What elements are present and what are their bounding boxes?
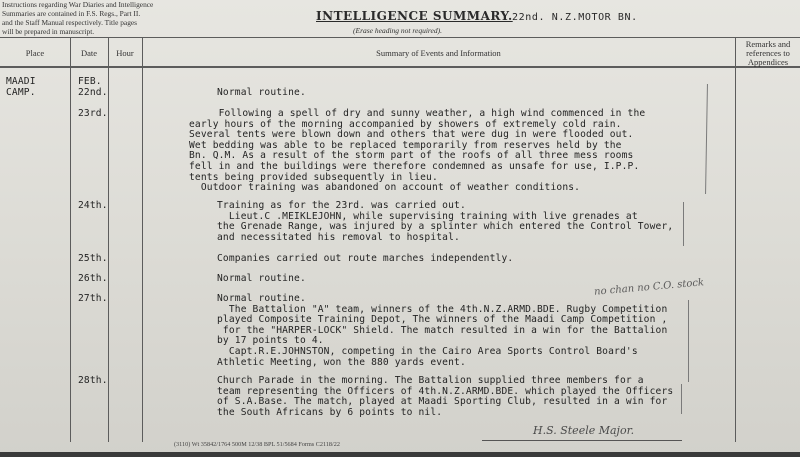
- entry-text: Normal routine. The Battalion "A" team, winners of the 4th.N.Z.ARMD.BDE. Rugby Competition played Composite Training Depot, The winners of the Maadi Camp Competition , for the "HARPER-LOCK" Shield. The match resulted in a win for the Battalion by 17 points to 4. Capt.R.E.JOHNSTON, competing in the Cairo Area Sports Control Board's Athletic Meeting, won the 880 yards event.: [217, 293, 668, 368]
- pencil-margin-line: [681, 384, 682, 414]
- entry-text: Normal routine.: [217, 273, 306, 284]
- page-edge: [0, 452, 800, 457]
- entry-date: 27th.: [78, 293, 108, 304]
- column-header-hour: Hour: [116, 48, 134, 58]
- header-top-rule: [0, 37, 800, 38]
- entry-text: Companies carried out route marches independently.: [217, 253, 514, 264]
- signature-line: [482, 440, 682, 441]
- col-rule-hour: [142, 37, 143, 442]
- entry-date: 28th.: [78, 375, 108, 386]
- form-footer: (3110) Wt 35842/1764 500M 12/38 BPL 51/5684 Forms C2118/22: [174, 441, 340, 448]
- col-rule-summary: [735, 37, 736, 442]
- column-header-remarks: Remarks and references to Appendices: [745, 39, 791, 67]
- entry-date: 26th.: [78, 273, 108, 284]
- instruction-line: and the Staff Manual respectively. Title pages: [2, 18, 138, 27]
- instruction-line: will be prepared in manuscript.: [2, 27, 95, 36]
- instruction-line: Summaries are contained in F.S. Regs., Part II.: [2, 9, 141, 18]
- entry-text: Normal routine.: [217, 87, 306, 98]
- pencil-margin-line: [688, 300, 689, 382]
- officer-signature: H.S. Steele Major.: [533, 424, 635, 437]
- header-bottom-rule: [0, 66, 800, 68]
- col-rule-place: [70, 37, 71, 442]
- entry-date: 23rd.: [78, 108, 108, 119]
- instruction-line: Instructions regarding War Diaries and Intelligence: [2, 0, 154, 9]
- column-header-date: Date: [80, 48, 98, 58]
- form-instructions: [2, 0, 237, 36]
- entry-text: Church Parade in the morning. The Battalion supplied three members for a team representing the Officers of 4th.N.Z.ARMD.BDE. which played the Officers of S.A.Base. The match, played at Maadi Sporting Club, resulted in a win for the South Africans by 6 points to nil.: [217, 375, 674, 418]
- place-line: MAADI: [6, 76, 36, 87]
- month-label: FEB.: [78, 76, 102, 87]
- column-header-summary: Summary of Events and Information: [376, 48, 501, 58]
- column-header-place: Place: [25, 48, 45, 58]
- entry-date: 24th.: [78, 200, 108, 211]
- pencil-margin-line: [683, 202, 684, 246]
- col-rule-date: [108, 37, 109, 442]
- unit-name: 22nd. N.Z.MOTOR BN.: [512, 12, 638, 23]
- entry-text: Training as for the 23rd. was carried out. Lieut.C .MEIKLEJOHN, while supervising training with live grenades at the Grenade Range, was injured by a splinter which entered the Control Tower, and necessitated his removal to hospital.: [217, 200, 674, 243]
- pencil-margin-line: [705, 84, 708, 194]
- form-title: INTELLIGENCE SUMMARY.: [316, 9, 513, 23]
- place-line: CAMP.: [6, 87, 36, 98]
- form-subtitle: (Erase heading not required).: [353, 26, 443, 35]
- entry-date: 22nd.: [78, 87, 108, 98]
- entry-text: Following a spell of dry and sunny weather, a high wind commenced in the early hours of the morning accompanied by showers of extremely cold rain. Several tents were blown down and others that were dug in were flooded out. Wet bedding was able to be replaced temporarily from reserves held by the Bn. Q.M. As a result of the storm part of the roofs of all three mess rooms fell in and the buildings were therefore condemned as unsafe for use, I.P.P. tents being provided subsequently in lieu. Outdoor training was abandoned on account of weather conditions.: [189, 108, 646, 194]
- handwritten-annotation: no chan no C.O. stock: [593, 277, 705, 298]
- entry-date: 25th.: [78, 253, 108, 264]
